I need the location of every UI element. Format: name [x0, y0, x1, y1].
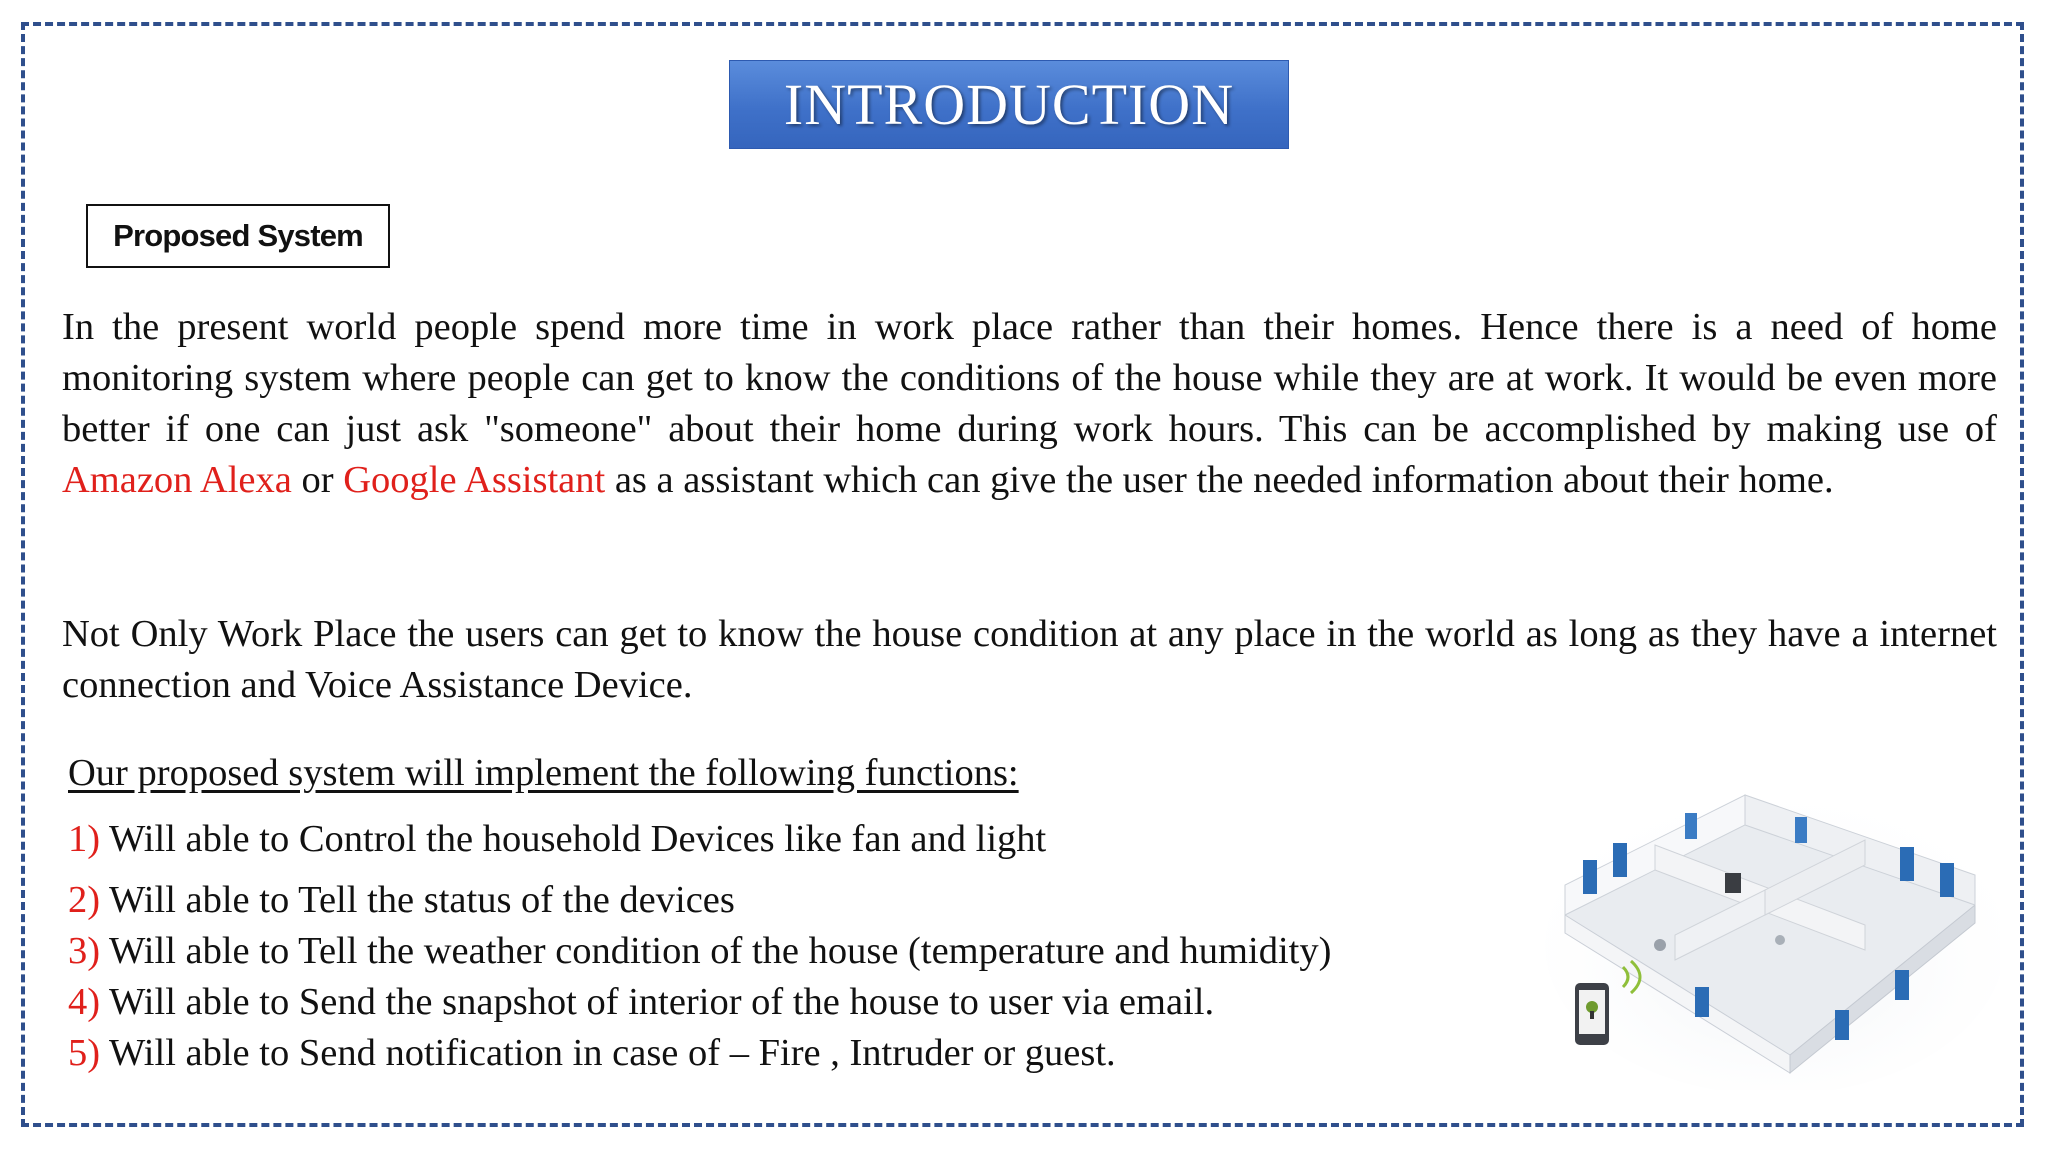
function-number: 2) [68, 879, 101, 921]
function-number: 5) [68, 1032, 101, 1074]
function-item [68, 926, 1331, 977]
function-text: Will able to Send the snapshot of interior of the house to user via email. [100, 981, 1215, 1023]
function-text: Will able to Tell the status of the devices [100, 879, 735, 921]
function-item [68, 814, 1046, 865]
functions-heading: Our proposed system will implement the following functions: [68, 752, 1019, 794]
intro-text-or: or [291, 459, 344, 501]
function-number: 1) [68, 818, 101, 860]
intro-text-start: In the present world people spend more time in work place rather than their homes. Hence there is a need of home monitoring system where people can get to know the conditions of the house while they are at work. It would be even more better if one can just ask "someone" about their home during work hours. This can be accomplished by making use of [62, 306, 1997, 450]
function-text: Will able to Send notification in case of – Fire , Intruder or guest. [100, 1032, 1116, 1074]
anywhere-paragraph: Not Only Work Place the users can get to know the house condition at any place in the world as long as they have a internet connection and Voice Assistance Device. [62, 613, 1997, 706]
smart-home-house-icon [1535, 755, 2000, 1090]
function-item [68, 875, 735, 926]
intro-paragraph [62, 302, 1997, 506]
slide-title: INTRODUCTION [783, 72, 1235, 137]
google-assistant-highlight: Google Assistant [343, 459, 606, 501]
function-number: 3) [68, 930, 101, 972]
function-text: Will able to Control the household Devices like fan and light [100, 818, 1047, 860]
function-item [68, 977, 1214, 1028]
function-text: Will able to Tell the weather condition of the house (temperature and humidity) [100, 930, 1332, 972]
function-item [68, 1028, 1116, 1079]
function-number: 4) [68, 981, 101, 1023]
title-banner [729, 60, 1289, 149]
section-label: Proposed System [113, 218, 363, 253]
intro-text-end: as a assistant which can give the user the needed information about their home. [605, 459, 1834, 501]
amazon-alexa-highlight: Amazon Alexa [62, 459, 292, 501]
section-label-box [86, 204, 390, 268]
